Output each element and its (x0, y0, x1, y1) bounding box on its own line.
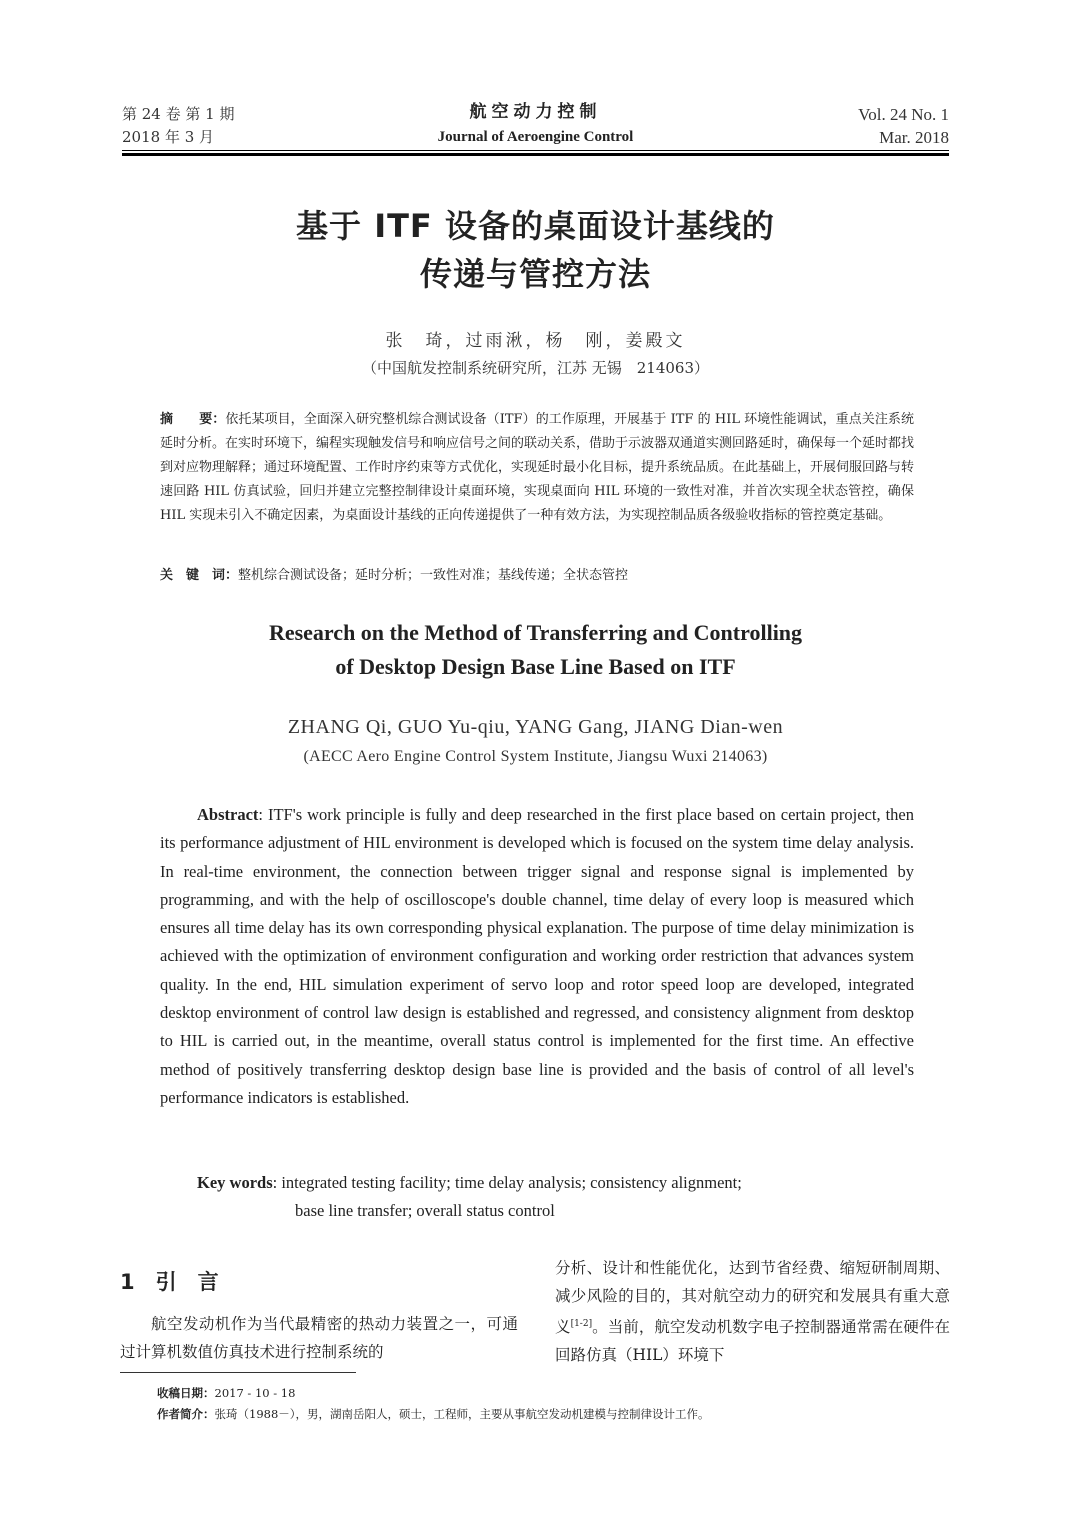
paper-title-en-line1: Research on the Method of Transferring and Controlling (268, 620, 803, 645)
header-rule-thick (122, 153, 949, 156)
abstract-cn-label: 摘 要： (160, 412, 226, 427)
abstract-en-text: : ITF's work principle is fully and deep researched in the first place based on certain project, then its performance adjustment of HIL environment is developed which is focused on the system time delay analysis. In real-time environment, the connection between trigger signal and response signal is implemented by programming, and with the help of oscilloscope's double channel, time delay of every loop is measured which ensures all time delay has its own corresponding physical explanation. The purpose of time delay minimization is achieved with the optimization of environment configuration and working order restriction that advances system quality. In the end, HIL simulation experiment of servo loop and rotor speed loop are developed, integrated desktop environment of control law design is established and regressed, and consistency alignment from desktop to HIL is carried out, in the meantime, overall status control is implemented for the first time. An effective method of positively transferring desktop design base line is provided and the basis of control of all level's performance indicators is established. (160, 805, 914, 1107)
section1-left-column: 航空发动机作为当代最精密的热动力装置之一，可通过计算机数值仿真技术进行控制系统的 (120, 1315, 518, 1361)
received-label: 收稿日期： (157, 1386, 215, 1400)
journal-title-cn: 航空动力控制 (469, 102, 602, 122)
abstract-en (160, 801, 914, 1112)
keywords-en-line1: : integrated testing facility; time delay analysis; consistency alignment; (272, 1173, 742, 1192)
paper-title-en-line2: of Desktop Design Base Line Based on ITF (335, 654, 736, 679)
volume-issue-en: Vol. 24 No. 1 (858, 105, 949, 124)
author-bio-label: 作者简介： (157, 1407, 215, 1421)
footnote-rule (120, 1372, 356, 1373)
header-rule-thin (122, 150, 949, 151)
keywords-cn (160, 564, 914, 588)
paper-title-cn-line1: 基于 ITF 设备的桌面设计基线的 (296, 207, 775, 245)
date-en: Mar. 2018 (879, 128, 949, 147)
keywords-cn-label: 关 键 词： (160, 568, 239, 583)
volume-issue-cn: 第 24 卷 第 1 期 (122, 105, 235, 123)
received-date (157, 1383, 295, 1403)
citation-ref: [1-2] (570, 1319, 593, 1329)
date-cn: 2018 年 3 月 (122, 128, 215, 146)
authors-cn: 张 琦，过雨湫，杨 刚，姜殿文 (385, 331, 686, 351)
keywords-en-label: Key words (197, 1173, 273, 1192)
keywords-en (197, 1169, 914, 1197)
author-bio-text: 张琦（1988－），男，湖南岳阳人，硕士，工程师，主要从事航空发动机建模与控制律设计工作。 (214, 1407, 710, 1421)
received-value: 2017 - 10 - 18 (214, 1386, 296, 1400)
affiliation-en: (AECC Aero Engine Control System Institute, Jiangsu Wuxi 214063) (303, 748, 768, 765)
section1-right-text-a: 分析、设计和性能优化，达到节省经费、缩短研制周期、减少风险的目的，其对航空动力的研究和发展具有重大意义 (555, 1259, 950, 1337)
affiliation-cn: （中国航发控制系统研究所，江苏 无锡 214063） (361, 359, 710, 377)
abstract-cn (160, 408, 914, 528)
journal-title-en: Journal of Aeroengine Control (437, 129, 634, 145)
abstract-cn-text: 依托某项目，全面深入研究整机综合测试设备（ITF）的工作原理，开展基于 ITF 的 HIL 环境性能调试，重点关注系统延时分析。在实时环境下，编程实现触发信号和响应信号之间的联动关系，借助于示波器双通道实测回路延时，确保每一个延时都找到对应物理解释；通过环境配置、工作时序约束等方式优化，实现延时最小化目标，提升系统品质。在此基础上，开展伺服回路与转速回路 HIL 仿真试验，回归并建立完整控制律设计桌面环境，实现桌面向 HIL 环境的一致性对准，并首次实现全状态管控，确保 HIL 实现未引入不确定因素，为桌面设计基线的正向传递提供了一种有效方法，为实现控制品质各级验收指标的管控奠定基础。 (160, 412, 915, 523)
keywords-cn-text: 整机综合测试设备；延时分析；一致性对准；基线传递；全状态管控 (238, 568, 629, 583)
abstract-en-label: Abstract (197, 805, 259, 824)
author-bio (157, 1404, 951, 1424)
keywords-en-cont: base line transfer; overall status control (295, 1201, 555, 1220)
section-heading: 1 引 言 (120, 1270, 219, 1294)
authors-en: ZHANG Qi, GUO Yu-qiu, YANG Gang, JIANG Dian-wen (287, 716, 784, 738)
paper-title-cn-line2: 传递与管控方法 (419, 255, 651, 293)
section1-right-text-b: 。当前，航空发动机数字电子控制器通常需在硬件在回路仿真（HIL）环境下 (555, 1318, 950, 1365)
section1-right-column (555, 1254, 950, 1369)
